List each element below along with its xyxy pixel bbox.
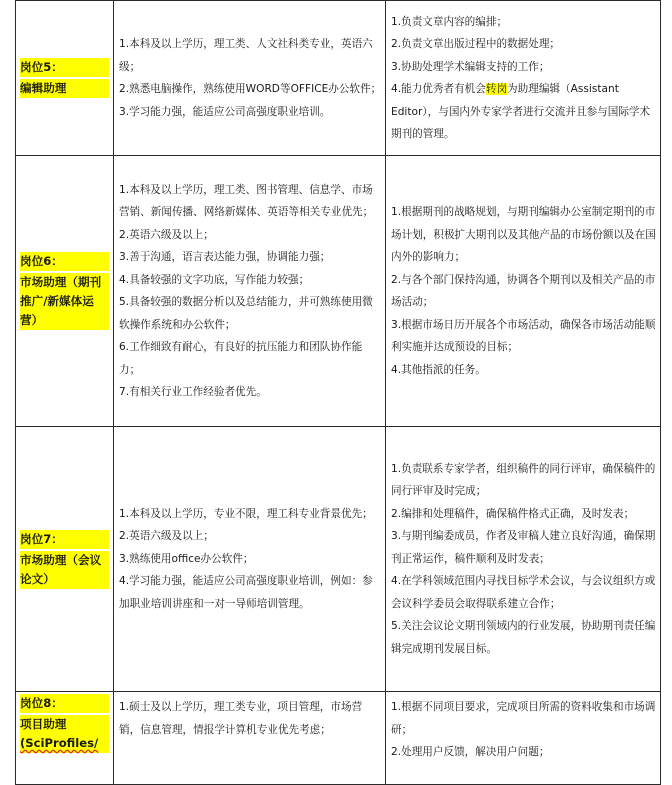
duty-item: 3.与期刊编委成员，作者及审稿人建立良好沟通，确保期刊正常运作，稿件顺利及时发表；: [391, 530, 656, 565]
requirement-item: 3.学习能力强，能适应公司高强度职业培训。: [119, 105, 331, 118]
position-cell: [16, 156, 114, 427]
position-label: 岗位8：: [20, 694, 109, 713]
requirement-item: 2.熟悉电脑操作，熟练使用WORD等OFFICE办公软件；: [119, 83, 382, 95]
position-title-line: 营）: [20, 311, 109, 330]
position-row: [16, 427, 661, 692]
requirement-item: 6.工作细致有耐心，有良好的抗压能力和团队协作能力；: [119, 341, 363, 376]
position-cell: [16, 1, 114, 156]
position-label: 岗位6：: [20, 252, 109, 271]
requirement-item: 1.本科及以上学历，理工类、人文社科类专业，英语六级；: [119, 38, 373, 73]
requirement-item: 5.具备较强的数据分析以及总结能力，并可熟练使用微软操作系统和办公软件；: [119, 296, 373, 331]
duty-item: 2.编排和处理稿件，确保稿件格式正确，及时发表；: [391, 507, 635, 520]
position-title-line: 市场助理（期刊: [20, 273, 109, 292]
requirement-item: 1.本科及以上学历，专业不限，理工科专业背景优先；: [119, 507, 373, 520]
duty-item: [391, 78, 657, 146]
position-title-line: 推广/新媒体运: [20, 292, 109, 311]
duty-item: 3.根据市场日历开展各个市场活动，确保各市场活动能顺利实施并达成预设的目标；: [391, 318, 656, 353]
position-cell: [16, 692, 114, 785]
requirement-item: 4.具备较强的文字功底，写作能力较强；: [119, 273, 310, 286]
position-label: 岗位5：: [20, 58, 109, 77]
duty-item: 1.负责联系专家学者，组织稿件的同行评审，确保稿件的同行评审及时完成；: [391, 462, 656, 498]
duties-cell: [386, 427, 661, 692]
highlight-text: 转岗: [485, 83, 508, 95]
duty-item: 1.负责文章内容的编排；: [391, 15, 508, 28]
duties-cell: [386, 156, 661, 427]
requirement-item: 1.本科及以上学历，理工类、图书管理、信息学、市场营销、新闻传播、网络新媒体、英语等相关专业优先；: [119, 183, 374, 218]
duty-item: 4.其他指派的任务。: [391, 363, 486, 376]
duty-item: 3.协助处理学术编辑支持的工作；: [391, 60, 550, 73]
position-title-line: 编辑助理: [20, 79, 109, 98]
requirement-item: 3.熟练使用office办公软件；: [119, 552, 254, 565]
position-label: 岗位7：: [20, 530, 109, 549]
requirements-cell: [114, 1, 386, 156]
duty-text: 为助理编辑（Assistant Editor），与国内外专家学者进行交流并且参与国际学术期刊的管理。: [391, 83, 651, 140]
duty-text: 4.能力优秀者有机会: [391, 83, 486, 95]
position-cell: [16, 427, 114, 692]
requirement-item: 4.学习能力强，能适应公司高强度职业培训，例如：参加职业培训讲座和一对一导师培训管理。: [119, 575, 373, 610]
position-row: [16, 692, 661, 785]
requirement-item: 7.有相关行业工作经验者优先。: [119, 386, 267, 398]
position-extra-text: (SciProfiles/: [20, 734, 109, 753]
duty-item: 4.在学科领域范围内寻找目标学术会议，与会议组织方或会议科学委员会取得联系建立合作；: [391, 575, 656, 610]
requirements-cell: [114, 692, 386, 785]
position-title-line: 论文）: [20, 570, 109, 589]
position-title-line: 项目助理: [20, 715, 109, 734]
duties-cell: [386, 1, 661, 156]
requirement-item: 2.英语六级及以上；: [119, 530, 214, 543]
duty-item: 2.与各个部门保持沟通，协调各个期刊以及相关产品的市场活动；: [391, 273, 656, 308]
duty-item: 2.负责文章出版过程中的数据处理；: [391, 38, 561, 50]
requirement-item: 3.善于沟通，语言表达能力强，协调能力强；: [119, 251, 331, 263]
position-title-line: 市场助理（会议: [20, 551, 109, 570]
duties-cell: [386, 692, 661, 785]
requirements-cell: [114, 427, 386, 692]
requirement-item: 2.英语六级及以上；: [119, 228, 214, 241]
duty-item: 5.关注会议论文期刊领域内的行业发展，协助期刊责任编辑完成期刊发展目标。: [391, 620, 656, 655]
position-row: [16, 156, 661, 427]
position-extra: [20, 734, 109, 753]
duty-item: 1.根据期刊的战略规划，与期刊编辑办公室制定期刊的市场计划，积极扩大期刊以及其他产品的市场份额以及在国内外的影响力；: [391, 206, 656, 263]
requirement-item: 1.硕士及以上学历，理工类专业，项目管理，市场营销，信息管理，情报学计算机专业优先考虑；: [119, 701, 363, 736]
requirements-cell: [114, 156, 386, 427]
duty-item: 1.根据不同项目要求，完成项目所需的资料收集和市场调研；: [391, 701, 656, 736]
duty-item: 2.处理用户反馈，解决用户问题；: [391, 746, 550, 758]
job-positions-table: [15, 0, 661, 785]
position-row: [16, 1, 661, 156]
